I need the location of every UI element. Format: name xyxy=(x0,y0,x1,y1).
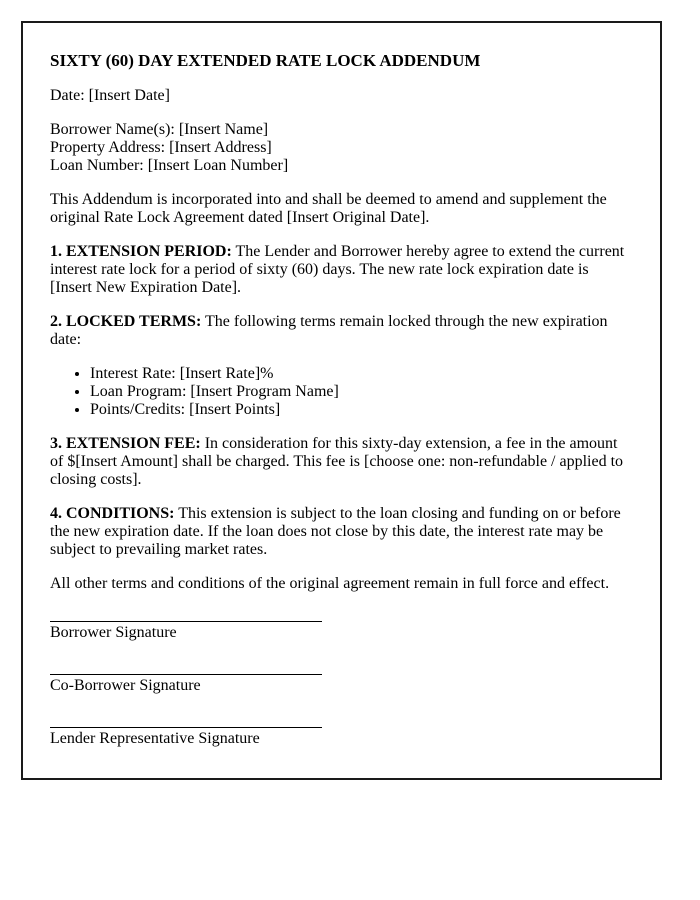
date-line: Date: [Insert Date] xyxy=(50,87,170,104)
property-address-line: Property Address: [Insert Address] xyxy=(50,139,272,156)
section-conditions-label: 4. CONDITIONS: xyxy=(50,505,175,522)
signature-block-borrower xyxy=(50,621,633,642)
lender-representative-signature-label: Lender Representative Signature xyxy=(50,730,260,747)
list-item-interest-rate: • Interest Rate: [Insert Rate]% xyxy=(90,365,633,383)
lender-representative-signature-line xyxy=(50,727,322,728)
list-item-loan-program: • Loan Program: [Insert Program Name] xyxy=(90,383,633,401)
borrower-signature-label: Borrower Signature xyxy=(50,624,177,641)
borrower-signature-line xyxy=(50,621,322,622)
signature-block-lender-representative xyxy=(50,727,633,748)
locked-terms-list xyxy=(50,365,633,419)
intro-paragraph: This Addendum is incorporated into and shall be deemed to amend and supplement the original Rate Lock Agreement dated [Insert Original Date]. xyxy=(50,191,607,226)
co-borrower-signature-label: Co-Borrower Signature xyxy=(50,677,201,694)
list-item-points-credits: • Points/Credits: [Insert Points] xyxy=(90,401,633,419)
loan-number-line: Loan Number: [Insert Loan Number] xyxy=(50,157,289,174)
section-conditions-text: This extension is subject to the loan closing and funding on or before the new expiration date. If the loan does not close by this date, the interest rate may be subject to prevailing market rates. xyxy=(50,505,621,558)
section-conditions xyxy=(50,505,633,559)
section-locked-terms-text: The following terms remain locked through the new expiration date: xyxy=(50,313,608,348)
section-extension-fee xyxy=(50,435,633,489)
document-title: SIXTY (60) DAY EXTENDED RATE LOCK ADDENDUM xyxy=(50,51,481,70)
document-frame xyxy=(21,21,662,780)
co-borrower-signature-line xyxy=(50,674,322,675)
borrower-name-line: Borrower Name(s): [Insert Name] xyxy=(50,121,269,138)
section-extension-period xyxy=(50,243,633,297)
section-extension-period-label: 1. EXTENSION PERIOD: xyxy=(50,243,232,260)
section-locked-terms-label: 2. LOCKED TERMS: xyxy=(50,313,202,330)
section-extension-period-text: The Lender and Borrower hereby agree to extend the current interest rate lock for a period of sixty (60) days. The new rate lock expiration date is [Insert New Expiration Date]. xyxy=(50,243,625,296)
signature-block-co-borrower xyxy=(50,674,633,695)
section-extension-fee-text: In consideration for this sixty-day extension, a fee in the amount of $[Insert Amount] shall be charged. This fee is [choose one: non-refundable / applied to closing costs]. xyxy=(50,435,624,488)
borrower-info-block xyxy=(50,121,633,175)
closing-statement: All other terms and conditions of the original agreement remain in full force and effect. xyxy=(50,575,610,592)
section-extension-fee-label: 3. EXTENSION FEE: xyxy=(50,435,201,452)
section-locked-terms xyxy=(50,313,633,349)
signature-area xyxy=(50,621,633,748)
